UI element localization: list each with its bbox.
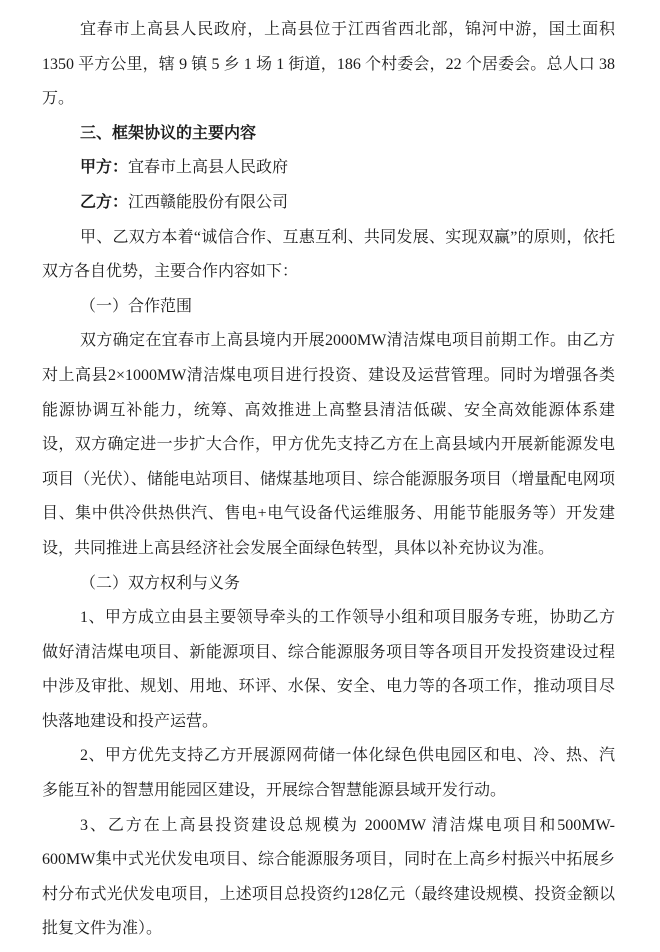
principle-paragraph: 甲、乙双方本着“诚信合作、互惠互利、共同发展、实现双赢”的原则，依托双方各自优势，主要合作内容如下：: [42, 228, 615, 281]
intro-paragraph: 宜春市上高县人民政府，上高县位于江西省西北部，锦河中游，国土面积 1350 平方公里，辖 9 镇 5 乡 1 场 1 街道，186 个村委会，22 个居委会。总人口 38 万。: [42, 21, 615, 108]
party-b-line: [42, 186, 615, 221]
party-a-value: 宜春市上高县人民政府: [128, 159, 289, 177]
party-a-label: 甲方：: [80, 159, 129, 177]
obligation-item-2: 2、甲方优先支持乙方开展源网荷储一体化绿色供电园区和电、冷、热、汽多能互补的智慧用能园区建设，开展综合智慧能源县域开发行动。: [42, 747, 615, 800]
obligation-item-1: 1、甲方成立由县主要领导牵头的工作领导小组和项目服务专班，协助乙方做好清洁煤电项目、新能源项目、综合能源服务项目等各项目开发投资建设过程中涉及审批、规划、用地、环评、水保、安全、电力等的各项工作，推动项目尽快落地建设和投产运营。: [42, 609, 615, 730]
party-b-label: 乙方：: [80, 193, 129, 211]
party-a-line: [42, 151, 615, 186]
sub-heading-rights-obligations: （二）双方权利与义务: [80, 574, 241, 592]
party-b-value: 江西赣能股份有限公司: [128, 193, 289, 211]
section-heading: 三、框架协议的主要内容: [80, 124, 257, 142]
scope-paragraph: 双方确定在宜春市上高县境内开展2000MW清洁煤电项目前期工作。由乙方对上高县2×1000MW清洁煤电项目进行投资、建设及运营管理。同时为增强各类能源协调互补能力，统筹、高效推进上高整县清洁低碳、安全高效能源体系建设，双方确定进一步扩大合作，甲方优先支持乙方在上高县域内开展新能源发电项目（光伏）、储能电站项目、储煤基地项目、综合能源服务项目（增量配电网项目、集中供冷供热供汽、售电+电气设备代运维服务、用能节能服务等）开发建设，共同推进上高县经济社会发展全面绿色转型，具体以补充协议为准。: [42, 332, 615, 557]
sub-heading-cooperation-scope: （一）合作范围: [80, 297, 193, 315]
obligation-item-3: 3、乙方在上高县投资建设总规模为 2000MW 清洁煤电项目和500MW-600MW集中式光伏发电项目、综合能源服务项目，同时在上高乡村振兴中拓展乡村分布式光伏发电项目，上述项目总投资约128亿元（最终建设规模、投资金额以批复文件为准）。: [42, 816, 615, 938]
